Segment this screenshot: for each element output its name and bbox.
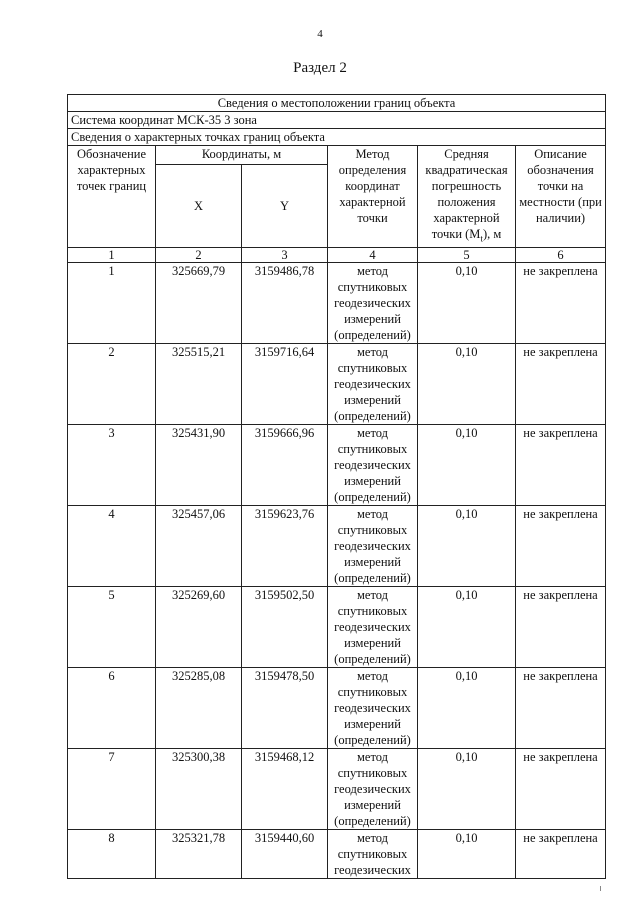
column-number: 2 [156, 247, 242, 262]
column-number: 5 [418, 247, 516, 262]
column-number: 1 [68, 247, 156, 262]
header-mean-error [418, 146, 516, 248]
table-row [68, 343, 606, 424]
coord-system-label: Система координат МСК-35 3 зона [68, 112, 606, 129]
point-id-cell: 8 [68, 829, 156, 878]
table-row [68, 262, 606, 343]
point-id-cell: 5 [68, 586, 156, 667]
mean-error-cell: 0,10 [418, 748, 516, 829]
point-id-cell: 7 [68, 748, 156, 829]
table-row [68, 424, 606, 505]
header-description: Описание обозначения точки на местности (при наличии) [516, 146, 606, 248]
header-method: Метод определения координат характерной точки [328, 146, 418, 248]
coord-y-cell: 3159478,50 [242, 667, 328, 748]
table-row [68, 829, 606, 878]
mean-error-cell: 0,10 [418, 505, 516, 586]
mean-error-cell: 0,10 [418, 424, 516, 505]
header-mean-error-text: Средняя квадратическая погрешность положения характерной точки (M [425, 147, 508, 241]
coord-y-cell: 3159623,76 [242, 505, 328, 586]
table-row [68, 748, 606, 829]
coord-y-cell: 3159440,60 [242, 829, 328, 878]
mean-error-cell: 0,10 [418, 262, 516, 343]
mean-error-cell: 0,10 [418, 586, 516, 667]
coord-x-cell: 325285,08 [156, 667, 242, 748]
column-number: 3 [242, 247, 328, 262]
coord-x-cell: 325431,90 [156, 424, 242, 505]
coord-x-cell: 325457,06 [156, 505, 242, 586]
column-number: 6 [516, 247, 606, 262]
mean-error-cell: 0,10 [418, 829, 516, 878]
section-title: Раздел 2 [293, 60, 347, 76]
description-cell: не закреплена [516, 667, 606, 748]
point-id-cell: 2 [68, 343, 156, 424]
point-id-cell: 1 [68, 262, 156, 343]
method-cell: метод спутниковых геодезических измерений (определений) [328, 505, 418, 586]
table-title: Сведения о местоположении границ объекта [68, 95, 606, 112]
header-point-designation: Обозначение характерных точек границ [68, 146, 156, 248]
description-cell: не закреплена [516, 505, 606, 586]
description-cell: не закреплена [516, 424, 606, 505]
coord-y-cell: 3159468,12 [242, 748, 328, 829]
table-row [68, 586, 606, 667]
description-cell: не закреплена [516, 829, 606, 878]
header-coordinates: Координаты, м [156, 146, 328, 165]
method-cell: метод спутниковых геодезических [328, 829, 418, 878]
description-cell: не закреплена [516, 262, 606, 343]
method-cell: метод спутниковых геодезических измерений (определений) [328, 262, 418, 343]
coord-y-cell: 3159486,78 [242, 262, 328, 343]
header-mean-error-sub: t [480, 233, 483, 244]
coord-x-cell: 325515,21 [156, 343, 242, 424]
page-number: 4 [317, 28, 323, 40]
column-number: 4 [328, 247, 418, 262]
coord-x-cell: 325300,38 [156, 748, 242, 829]
table-row [68, 667, 606, 748]
description-cell: не закреплена [516, 343, 606, 424]
description-cell: не закреплена [516, 586, 606, 667]
method-cell: метод спутниковых геодезических измерений (определений) [328, 586, 418, 667]
coord-x-cell: 325321,78 [156, 829, 242, 878]
points-caption: Сведения о характерных точках границ объекта [68, 129, 606, 146]
header-x: X [156, 164, 242, 247]
coord-x-cell: 325669,79 [156, 262, 242, 343]
method-cell: метод спутниковых геодезических измерений (определений) [328, 748, 418, 829]
method-cell: метод спутниковых геодезических измерений (определений) [328, 424, 418, 505]
header-y: Y [242, 164, 328, 247]
mean-error-cell: 0,10 [418, 667, 516, 748]
mean-error-cell: 0,10 [418, 343, 516, 424]
point-id-cell: 6 [68, 667, 156, 748]
coord-x-cell: 325269,60 [156, 586, 242, 667]
column-numbers-row [68, 247, 606, 262]
scan-mark [600, 886, 601, 891]
point-id-cell: 3 [68, 424, 156, 505]
boundary-points-table [67, 94, 606, 879]
method-cell: метод спутниковых геодезических измерений (определений) [328, 667, 418, 748]
coord-y-cell: 3159716,64 [242, 343, 328, 424]
description-cell: не закреплена [516, 748, 606, 829]
method-cell: метод спутниковых геодезических измерений (определений) [328, 343, 418, 424]
coord-y-cell: 3159502,50 [242, 586, 328, 667]
table-row [68, 505, 606, 586]
coord-y-cell: 3159666,96 [242, 424, 328, 505]
point-id-cell: 4 [68, 505, 156, 586]
header-mean-error-tail: ), м [482, 227, 502, 241]
